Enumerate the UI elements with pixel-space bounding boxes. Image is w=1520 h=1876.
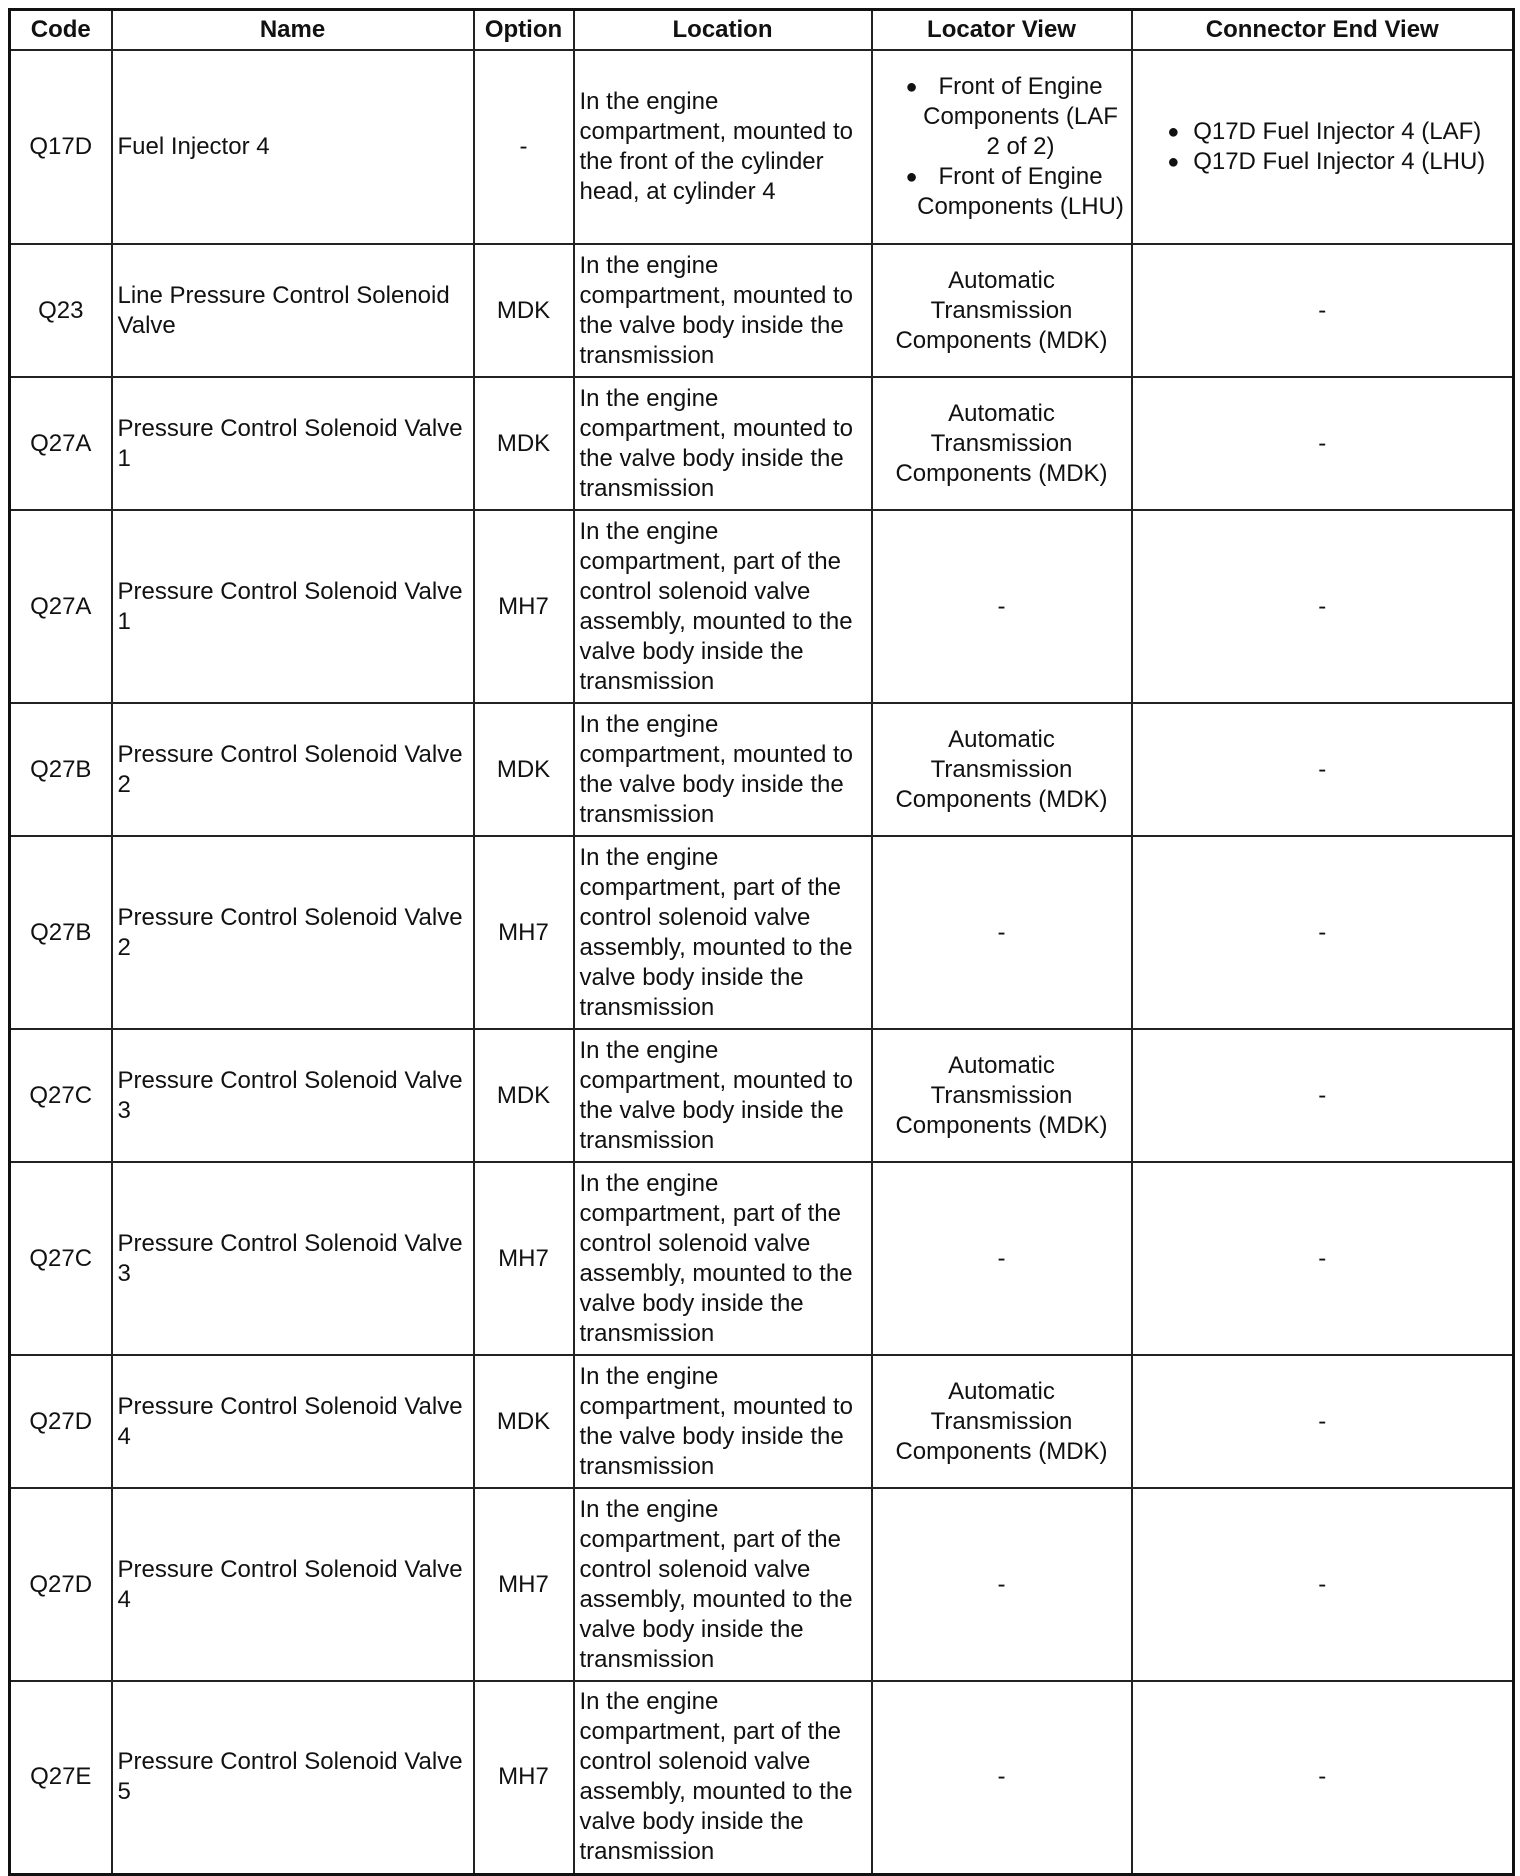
component-location: In the engine compartment, part of the control solenoid valve assembly, mounted to the valve body inside the transmission (574, 1681, 872, 1874)
component-code: Q27D (10, 1355, 112, 1488)
name-header: Name (112, 10, 474, 51)
table-row (10, 1029, 1514, 1162)
table-row (10, 510, 1514, 703)
locator-view-list (878, 72, 1126, 222)
locator-view-item: ● Front of Engine Components (LHU) (878, 162, 1126, 222)
connector-end-view-list (1159, 117, 1485, 177)
table-row (10, 703, 1514, 836)
component-name: Pressure Control Solenoid Valve 2 (112, 836, 474, 1029)
connector-end-view: - (1132, 703, 1514, 836)
component-option: MH7 (474, 1681, 574, 1874)
component-name: Pressure Control Solenoid Valve 1 (112, 377, 474, 510)
component-location: In the engine compartment, part of the control solenoid valve assembly, mounted to the valve body inside the transmission (574, 1488, 872, 1681)
table-row (10, 1681, 1514, 1874)
locator-view: Automatic Transmission Components (MDK) (872, 703, 1132, 836)
connector-end-view (1132, 50, 1514, 244)
connector-end-view: - (1132, 836, 1514, 1029)
component-code: Q27C (10, 1162, 112, 1355)
component-name: Pressure Control Solenoid Valve 2 (112, 703, 474, 836)
locator-view-item: ● Front of Engine Components (LAF 2 of 2) (878, 72, 1126, 162)
component-location: In the engine compartment, mounted to the valve body inside the transmission (574, 1029, 872, 1162)
component-name: Pressure Control Solenoid Valve 3 (112, 1162, 474, 1355)
component-code: Q27A (10, 510, 112, 703)
connector-end-view: - (1132, 1488, 1514, 1681)
component-name: Pressure Control Solenoid Valve 4 (112, 1488, 474, 1681)
option-header: Option (474, 10, 574, 51)
component-option: MH7 (474, 1162, 574, 1355)
component-option: MDK (474, 1029, 574, 1162)
code-header: Code (10, 10, 112, 51)
table-row (10, 1488, 1514, 1681)
component-location: In the engine compartment, mounted to the valve body inside the transmission (574, 244, 872, 377)
component-location: In the engine compartment, part of the control solenoid valve assembly, mounted to the valve body inside the transmission (574, 836, 872, 1029)
locator-view: - (872, 510, 1132, 703)
component-code: Q23 (10, 244, 112, 377)
location-header: Location (574, 10, 872, 51)
component-location: In the engine compartment, mounted to the valve body inside the transmission (574, 703, 872, 836)
component-name: Pressure Control Solenoid Valve 3 (112, 1029, 474, 1162)
table-row (10, 244, 1514, 377)
locator-view: - (872, 836, 1132, 1029)
component-location: In the engine compartment, mounted to the valve body inside the transmission (574, 377, 872, 510)
component-location: In the engine compartment, mounted to the front of the cylinder head, at cylinder 4 (574, 50, 872, 244)
table-row (10, 1162, 1514, 1355)
component-option: MH7 (474, 1488, 574, 1681)
component-name: Fuel Injector 4 (112, 50, 474, 244)
header-row (10, 10, 1514, 51)
table-row (10, 836, 1514, 1029)
locator-view: Automatic Transmission Components (MDK) (872, 377, 1132, 510)
component-table (8, 8, 1515, 1876)
component-name: Pressure Control Solenoid Valve 5 (112, 1681, 474, 1874)
table-row (10, 377, 1514, 510)
component-name: Pressure Control Solenoid Valve 4 (112, 1355, 474, 1488)
component-option: MH7 (474, 510, 574, 703)
component-option: MDK (474, 1355, 574, 1488)
component-name: Pressure Control Solenoid Valve 1 (112, 510, 474, 703)
locator-view (872, 50, 1132, 244)
component-code: Q27A (10, 377, 112, 510)
component-location: In the engine compartment, part of the control solenoid valve assembly, mounted to the valve body inside the transmission (574, 510, 872, 703)
component-option: - (474, 50, 574, 244)
component-code: Q27B (10, 703, 112, 836)
connector-end-view-item: ● Q17D Fuel Injector 4 (LAF) (1159, 117, 1485, 147)
component-option: MDK (474, 244, 574, 377)
component-option: MDK (474, 377, 574, 510)
component-code: Q17D (10, 50, 112, 244)
table-row (10, 1355, 1514, 1488)
locator-view: Automatic Transmission Components (MDK) (872, 1029, 1132, 1162)
locator-view: - (872, 1681, 1132, 1874)
component-name: Line Pressure Control Solenoid Valve (112, 244, 474, 377)
component-option: MH7 (474, 836, 574, 1029)
locator-view: Automatic Transmission Components (MDK) (872, 244, 1132, 377)
connector-end-view: - (1132, 244, 1514, 377)
component-code: Q27C (10, 1029, 112, 1162)
component-option: MDK (474, 703, 574, 836)
connector-end-view: - (1132, 1681, 1514, 1874)
component-location: In the engine compartment, mounted to the valve body inside the transmission (574, 1355, 872, 1488)
connector-end-view: - (1132, 1162, 1514, 1355)
connector-end-view: - (1132, 377, 1514, 510)
connector-end-view-item: ● Q17D Fuel Injector 4 (LHU) (1159, 147, 1485, 177)
locator-view-header: Locator View (872, 10, 1132, 51)
connector-end-view: - (1132, 1029, 1514, 1162)
locator-view: - (872, 1488, 1132, 1681)
connector-end-view: - (1132, 1355, 1514, 1488)
component-code: Q27E (10, 1681, 112, 1874)
component-code: Q27D (10, 1488, 112, 1681)
connector-end-view: - (1132, 510, 1514, 703)
locator-view: - (872, 1162, 1132, 1355)
component-location: In the engine compartment, part of the control solenoid valve assembly, mounted to the valve body inside the transmission (574, 1162, 872, 1355)
connector-end-view-header: Connector End View (1132, 10, 1514, 51)
locator-view: Automatic Transmission Components (MDK) (872, 1355, 1132, 1488)
component-code: Q27B (10, 836, 112, 1029)
table-row (10, 50, 1514, 244)
